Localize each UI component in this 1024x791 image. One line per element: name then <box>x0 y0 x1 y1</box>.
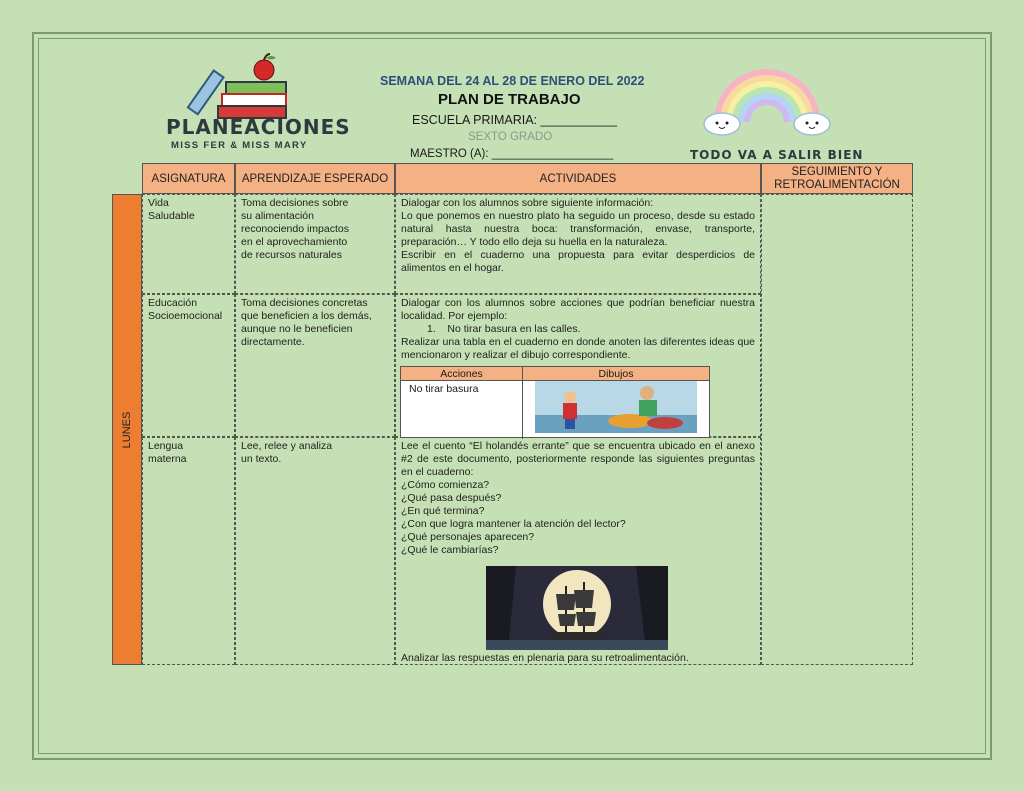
row2-learning <box>235 294 395 437</box>
question-item: ¿Qué le cambiarías? <box>401 544 499 556</box>
header-subject: ASIGNATURA <box>142 163 235 194</box>
question-item: ¿Cómo comienza? <box>401 479 490 491</box>
motivational-badge: TODO VA A SALIR BIEN <box>690 148 864 162</box>
day-label: LUNES <box>121 411 133 448</box>
row3-subject <box>142 437 235 665</box>
activity-text: Escribir en el cuaderno una propuesta para evitar desperdicios de alimentos en el hogar. <box>401 249 755 274</box>
activity-text: Lo que ponemos en nuestro plato ha seguido un proceso, desde su estado natural hasta nuestra boca: transformación, envase, transporte, preparación… Y todo ello deja su huella en la naturaleza. <box>401 210 755 248</box>
action-value: No tirar basura <box>401 381 523 439</box>
activity-text: Dialogar con los alumnos sobre acciones que podrían beneficiar nuestra localidad. Por ejemplo: <box>401 297 755 322</box>
row1-learning <box>235 194 395 294</box>
header-learning: APRENDIZAJE ESPERADO <box>235 163 395 194</box>
learning-line: de recursos naturales <box>241 249 342 261</box>
children-cleaning-image-icon <box>535 381 697 433</box>
row3-learning <box>235 437 395 665</box>
learning-line: en el aprovechamiento <box>241 236 348 248</box>
question-item: ¿Con que logra mantener la atención del lector? <box>401 518 626 530</box>
learning-line: aunque no le beneficien <box>241 323 353 335</box>
follow-up-cell <box>761 194 913 665</box>
activity-text: Realizar una tabla en el cuaderno en donde anoten las diferentes ideas que mencionaron y realizar el dibujo correspondiente. <box>401 336 755 361</box>
learning-line: un texto. <box>241 453 282 465</box>
row1-activities <box>395 194 761 294</box>
row2-subject <box>142 294 235 437</box>
ghost-ship-moon-image-icon <box>486 566 668 650</box>
actions-header: Acciones <box>401 367 523 381</box>
question-item: ¿Qué pasa después? <box>401 492 502 504</box>
grade-label: SEXTO GRADO <box>468 131 553 143</box>
learning-line: directamente. <box>241 336 305 348</box>
rainbow-clouds-icon <box>692 60 842 140</box>
subject-line: Lengua <box>148 440 184 452</box>
week-heading: SEMANA DEL 24 AL 28 DE ENERO DEL 2022 <box>380 74 645 88</box>
question-item: ¿Qué personajes aparecen? <box>401 531 535 543</box>
learning-line: su alimentación <box>241 210 314 222</box>
activity-text: Lee el cuento “El holandés errante” que se encuentra ubicado en el anexo #2 de este documento, posteriormente responde las siguientes preguntas en el cuaderno: <box>401 440 755 478</box>
activity-list-item: 1. No tirar basura en las calles. <box>427 323 581 335</box>
drawings-header: Dibujos <box>523 367 709 381</box>
school-field: ESCUELA PRIMARIA: ___________ <box>412 113 617 127</box>
subject-line: Vida <box>148 197 169 209</box>
subject-line: Educación <box>148 297 198 309</box>
learning-line: Toma decisiones sobre <box>241 197 349 209</box>
logo-title: PLANEACIONES <box>166 115 351 139</box>
header-follow-up: SEGUIMIENTO Y RETROALIMENTACIÓN <box>761 163 913 194</box>
learning-line: Toma decisiones concretas <box>241 297 368 309</box>
teacher-field: MAESTRO (A): ___________________ <box>410 148 614 160</box>
page-title: PLAN DE TRABAJO <box>438 91 581 108</box>
subject-line: Saludable <box>148 210 195 222</box>
subject-line: Socioemocional <box>148 310 223 322</box>
row1-subject <box>142 194 235 294</box>
learning-line: Lee, relee y analiza <box>241 440 333 452</box>
logo-subtitle: MISS FER & MISS MARY <box>171 140 308 151</box>
learning-line: reconociendo impactos <box>241 223 349 235</box>
learning-line: que beneficien a los demás, <box>241 310 372 322</box>
header-activities: ACTIVIDADES <box>395 163 761 194</box>
question-item: ¿En qué termina? <box>401 505 485 517</box>
closing-activity: Analizar las respuestas en plenaria para su retroalimentación. <box>401 652 689 664</box>
activity-text: Dialogar con los alumnos sobre siguiente información: <box>401 197 654 209</box>
subject-line: materna <box>148 453 187 465</box>
day-column <box>112 194 142 665</box>
